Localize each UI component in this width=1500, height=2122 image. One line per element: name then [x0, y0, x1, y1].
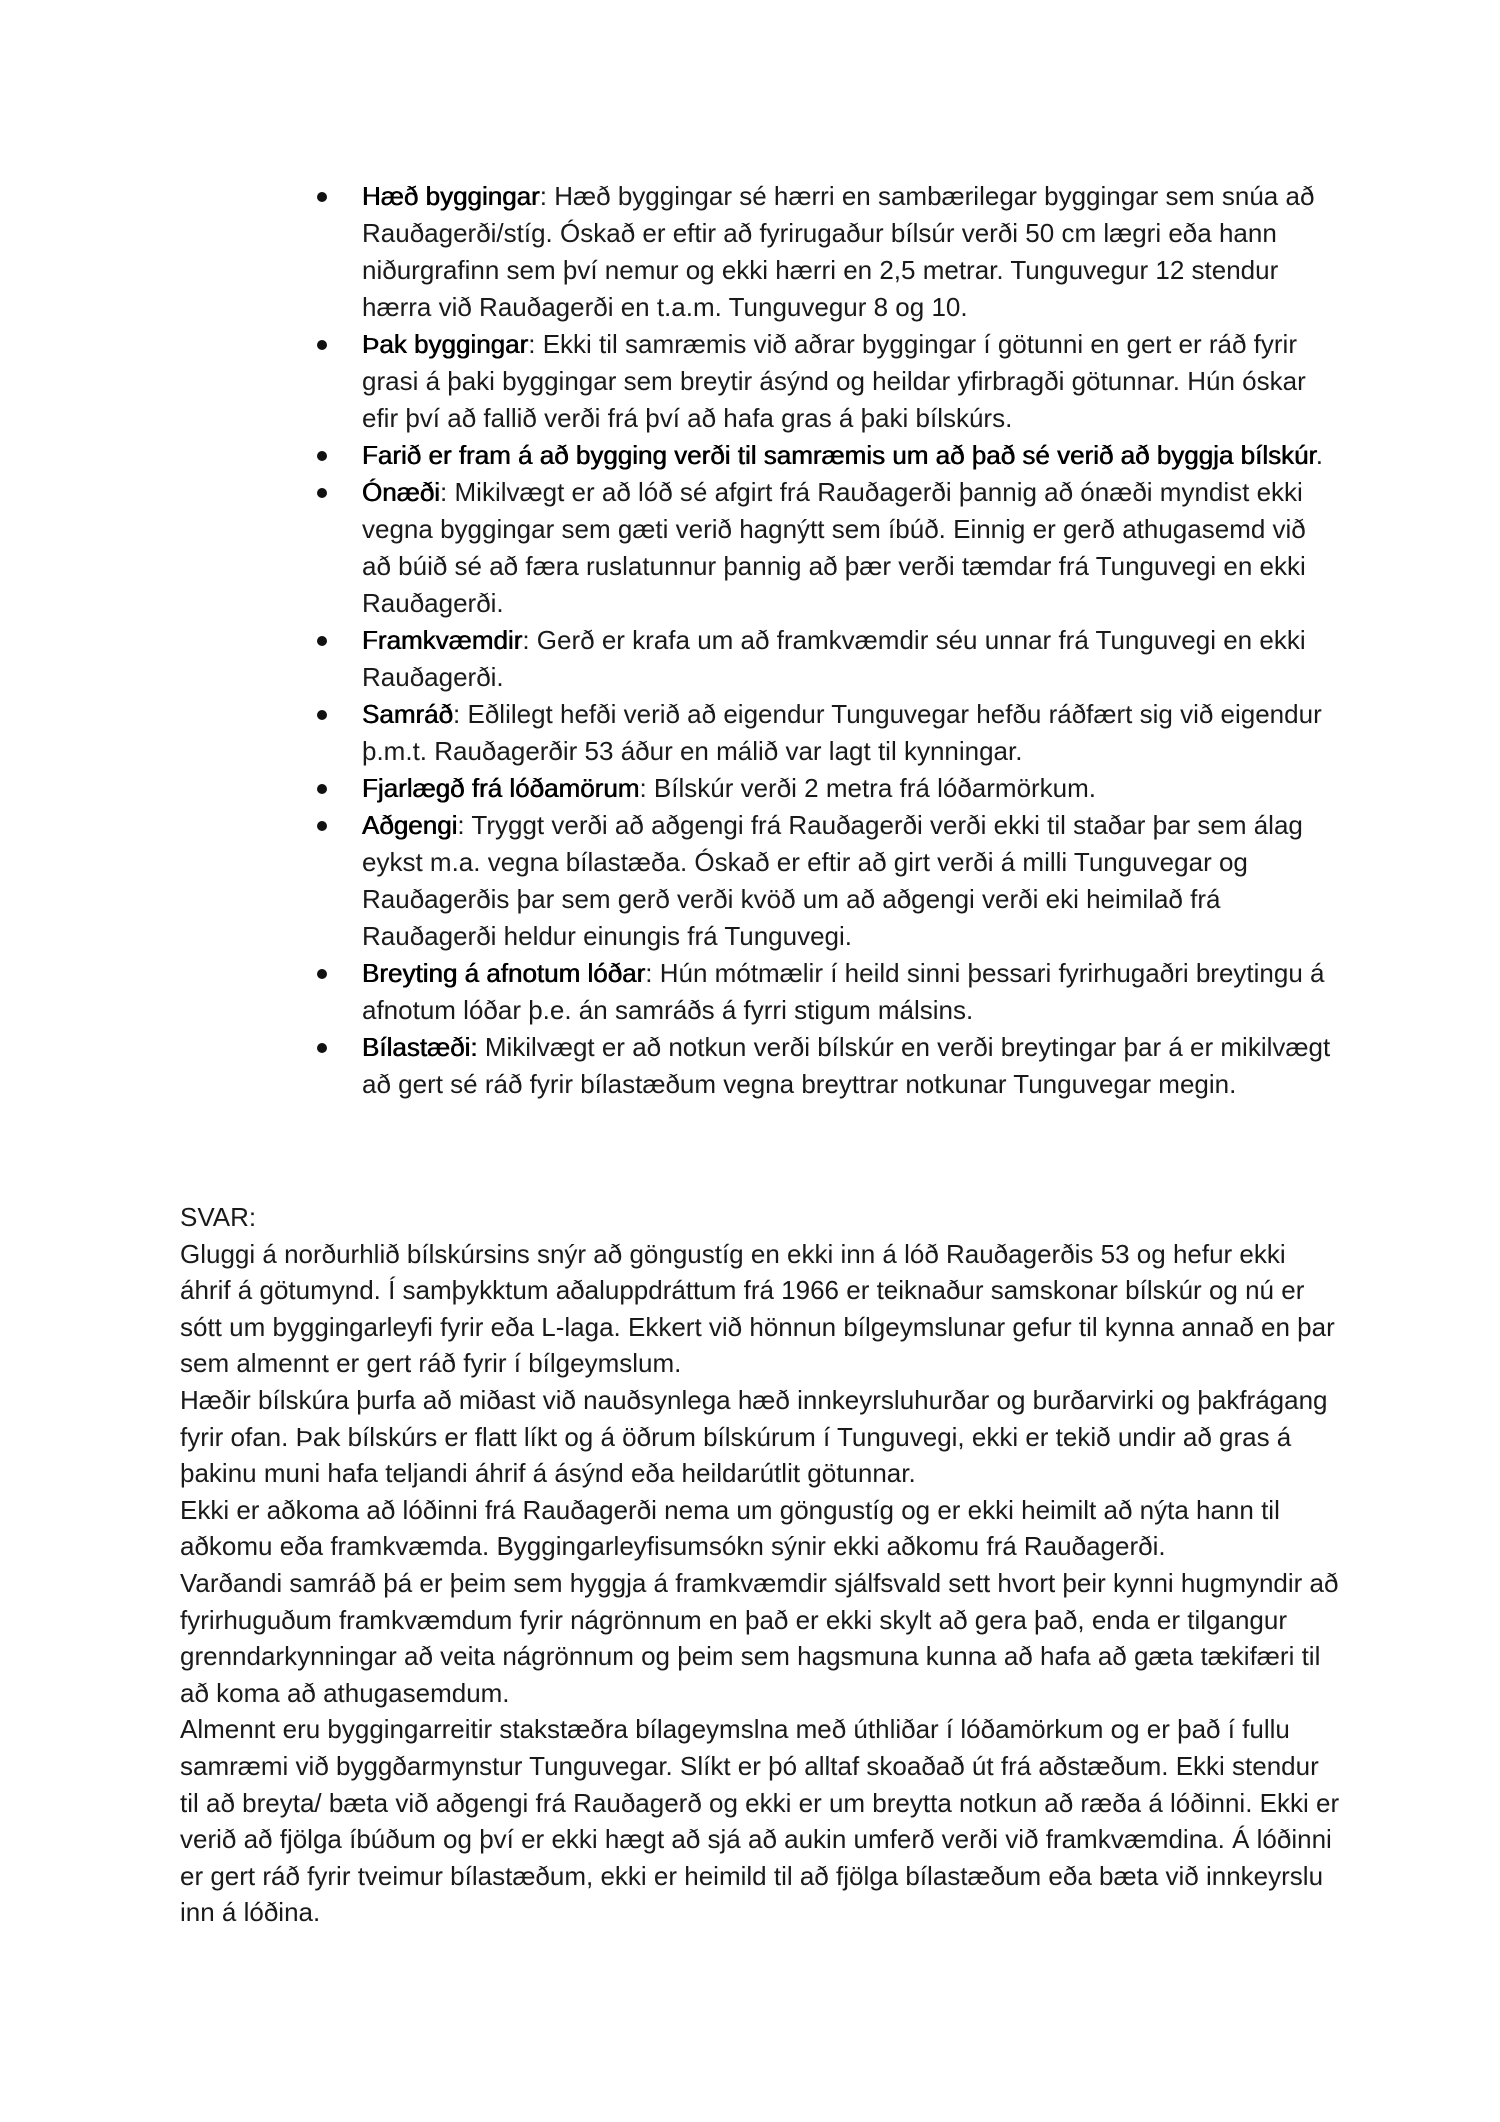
bullet-term: Bílastæði:: [362, 1032, 478, 1062]
bullet-text: Hæð byggingar sé hærri en sambærilegar byggingar sem snúa að Rauðagerði/stíg. Óskað er eftir að fyrirugaður bílsúr verði 50 cm lægri eða hann niðurgrafinn sem því nemur og ekki hærri en 2,5 metrar. Tunguvegur 12 stendur hærra við Rauðagerði en t.a.m. Tunguvegur 8 og 10.: [362, 181, 1315, 322]
answer-paragraph: Varðandi samráð þá er þeim sem hyggja á framkvæmdir sjálfsvald sett hvort þeir kynni hugmyndir að fyrirhuguðum framkvæmdum fyrir nágrönnum en það er ekki skylt að gera það, enda er tilgangur grenndarkynningar að veita nágrönnum og þeim sem hagsmuna kunna að hafa að gæta tækifæri til að koma að athugasemdum.: [180, 1567, 1339, 1708]
bullet-separator: :: [453, 699, 461, 729]
answer-paragraph: Gluggi á norðurhlið bílskúrsins snýr að göngustíg en ekki inn á lóð Rauðagerðis 53 og hefur ekki áhrif á götumynd. Í samþykktum aðaluppdráttum frá 1966 er teiknaður samskonar bílskúr og nú er sótt um byggingarleyfi fyrir eða L-laga. Ekkert við hönnun bílgeymslunar gefur til kynna annað en þar sem almennt er gert ráð fyrir í bílgeymslum.: [180, 1238, 1335, 1379]
bullet-separator: :: [440, 477, 448, 507]
answer-paragraph: Almennt eru byggingarreitir stakstæðra bílageymslna með úthliðar í lóðamörkum og er það í fullu samræmi við byggðarmynstur Tunguvegar. Slíkt er þó alltaf skoaðað út frá aðstæðum. Ekki stendur til að breyta/ bæta við aðgengi frá Rauðagerð og ekki er um breytta notkun að ræða á lóðinni. Ekki er verið að fjölga íbúðum og því er ekki hægt að sjá að aukin umferð verði við framkvæmdina. Á lóðinni er gert ráð fyrir tveimur bílastæðum, ekki er heimild til að fjölga bílastæðum eða bæta við innkeyrslu inn á lóðina.: [180, 1714, 1340, 1928]
bullet-separator: :: [639, 773, 647, 803]
bullet-text: Bílskúr verði 2 metra frá lóðarmörkum.: [646, 773, 1097, 803]
bullet-term: Ónæði: [362, 477, 441, 507]
list-item: [317, 178, 1337, 326]
bullet-separator: .: [1315, 440, 1323, 470]
list-item: [317, 770, 1337, 807]
bullet-text: Gerð er krafa um að framkvæmdir séu unnar frá Tunguvegi en ekki Rauðagerði.: [362, 625, 1306, 692]
bullet-separator: :: [457, 810, 465, 840]
list-item: [317, 1029, 1337, 1103]
bullet-separator: :: [645, 958, 653, 988]
bullet-term: Breyting á afnotum lóðar: [362, 958, 646, 988]
bullet-term: Aðgengi: [362, 810, 458, 840]
bullet-term: Hæð byggingar: [362, 181, 540, 211]
bullet-full-text: Farið er fram á að bygging verði til samræmis um að það sé verið að byggja bílskúr: [362, 440, 1316, 470]
bullet-separator: :: [539, 181, 548, 211]
answer-heading: SVAR:: [180, 1202, 257, 1232]
bullet-separator: :: [528, 329, 536, 359]
bullet-text: Hún mótmælir í heild sinni þessari fyrirhugaðri breytingu á afnotum lóðar þ.e. án samráðs á fyrri stigum málsins.: [362, 958, 1325, 1025]
bullet-text: Eðlilegt hefði verið að eigendur Tunguvegar hefðu ráðfært sig við eigendur þ.m.t. Rauðagerðir 53 áður en málið var lagt til kynningar.: [362, 699, 1322, 766]
list-item: [317, 807, 1337, 955]
bullet-term: Samráð: [362, 699, 454, 729]
list-item: [317, 437, 1337, 474]
list-item: [317, 696, 1337, 770]
bullet-separator: :: [522, 625, 530, 655]
list-item: [317, 622, 1337, 696]
bullet-text: Mikilvægt er að notkun verði bílskúr en verði breytingar þar á er mikilvægt að gert sé ráð fyrir bílastæðum vegna breyttrar notkunar Tunguvegar megin.: [362, 1032, 1331, 1099]
bullet-term: Þak byggingar: [362, 329, 529, 359]
bullet-text: Ekki til samræmis við aðrar byggingar í götunni en gert er ráð fyrir grasi á þaki byggingar sem breytir ásýnd og heildar yfirbragði götunnar. Hún óskar efir því að fallið verði frá því að hafa gras á þaki bílskúrs.: [362, 329, 1306, 433]
list-item: [317, 326, 1337, 437]
objection-list: [317, 178, 1337, 1103]
answer-paragraph: Hæðir bílskúra þurfa að miðast við nauðsynlega hæð innkeyrsluhurðar og burðarvirki og þakfrágang fyrir ofan. Þak bílskúrs er flatt líkt og á öðrum bílskúrum í Tunguvegi, ekki er tekið undir að gras á þakinu muni hafa teljandi áhrif á ásýnd eða heildarútlit götunnar.: [180, 1384, 1328, 1489]
bullet-term: Framkvæmdir: [362, 625, 523, 655]
bullet-text: Mikilvægt er að lóð sé afgirt frá Rauðagerði þannig að ónæði myndist ekki vegna byggingar sem gæti verið hagnýtt sem íbúð. Einnig er gerð athugasemd við að búið sé að færa ruslatunnur þannig að þær verði tæmdar frá Tunguvegi en ekki Rauðagerði.: [362, 477, 1306, 618]
bullet-term: Fjarlægð frá lóðamörum: [362, 773, 640, 803]
bullet-text: Tryggt verði að aðgengi frá Rauðagerði verði ekki til staðar þar sem álag eykst m.a. vegna bílastæða. Óskað er eftir að girt verði á milli Tunguvegar og Rauðagerðis þar sem gerð verði kvöð um að aðgengi verði eki heimilað frá Rauðagerði heldur einungis frá Tunguvegi.: [362, 810, 1303, 951]
answer-section: [180, 1199, 1340, 1931]
list-item: [317, 955, 1337, 1029]
list-item: [317, 474, 1337, 622]
answer-paragraph: Ekki er aðkoma að lóðinni frá Rauðagerði nema um göngustíg og er ekki heimilt að nýta hann til aðkomu eða framkvæmda. Byggingarleyfisumsókn sýnir ekki aðkomu frá Rauðagerði.: [180, 1494, 1280, 1562]
